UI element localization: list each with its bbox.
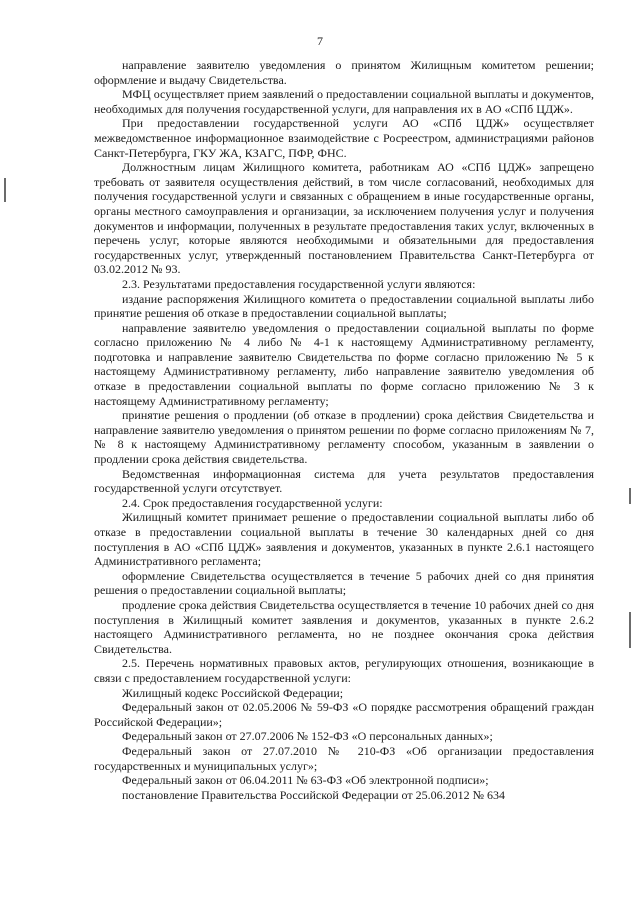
list-item: Федеральный закон от 27.07.2010 № 210-ФЗ «Об организации предоставления государственных и муниципальных услуг»; [94, 743, 594, 773]
section-heading: 2.5. Перечень нормативных правовых актов, регулирующих отношения, возникающие в связи с предоставлением государственной услуги: [94, 656, 594, 685]
margin-mark-left [4, 178, 6, 202]
list-item: постановление Правительства Российской Федерации от 25.06.2012 № 634 [122, 787, 506, 802]
section-heading: 2.3. Результатами предоставления государственной услуги являются: [122, 276, 476, 291]
list-item: Жилищный кодекс Российской Федерации; [122, 685, 344, 700]
paragraph: Жилищный комитет принимает решение о предоставлении социальной выплаты либо об отказе в предоставлении социальной выплаты в течение 30 календарных дней со дня поступления в АО «СПб ЦДЖ» заявления и документов, указанных в пункте 2.6.1 настоящего Административного регламента; [94, 510, 594, 569]
paragraph: Должностным лицам Жилищного комитета, работникам АО «СПб ЦДЖ» запрещено требовать от заявителя осуществления действий, в том числе согласований, необходимых для получения государственной услуги и связанных с обращением в иные государственные органы, органы местного самоуправления и организации, за исключением получения услуг и получения документов и информации, полученных в результате предоставления таких услуг, включенных в перечень услуг, которые являются необходимыми и обязательными для предоставления государственных услуг, утвержденный постановлением Правительства Санкт-Петербурга от 03.02.2012 № 93. [94, 160, 594, 277]
paragraph: продление срока действия Свидетельства осуществляется в течение 10 рабочих дней со дня поступления в Жилищный комитет заявления и документов, указанных в пункте 2.6.2 настоящего Административного регламента, но не позднее окончания срока действия Свидетельства. [94, 597, 594, 656]
section-heading: 2.4. Срок предоставления государственной услуги: [122, 495, 383, 510]
paragraph: При предоставлении государственной услуги АО «СПб ЦДЖ» осуществляет межведомственное информационное взаимодействие с Росреестром, администрациями районов Санкт-Петербурга, ГКУ ЖА, КЗАГС, ПФР, ФНС. [94, 116, 594, 160]
margin-mark-right [629, 488, 631, 504]
list-item: Федеральный закон от 06.04.2011 № 63-ФЗ «Об электронной подписи»; [122, 773, 489, 788]
paragraph: МФЦ осуществляет прием заявлений о предоставлении социальной выплаты и документов, необходимых для получения государственной услуги, для направления их в АО «СПб ЦДЖ». [94, 87, 594, 116]
paragraph: направление заявителю уведомления о принятом Жилищным комитетом решении; оформление и выдачу Свидетельства. [94, 58, 594, 87]
list-item: Федеральный закон от 02.05.2006 № 59-ФЗ «О порядке рассмотрения обращений граждан Российской Федерации»; [94, 700, 594, 729]
paragraph: Ведомственная информационная система для учета результатов предоставления государственной услуги отсутствует. [94, 466, 594, 496]
document-body [94, 58, 594, 802]
page-number: 7 [317, 34, 323, 48]
paragraph: оформление Свидетельства осуществляется в течение 5 рабочих дней со дня принятия решения о предоставлении социальной выплаты; [94, 568, 594, 598]
paragraph: направление заявителю уведомления о предоставлении социальной выплаты по форме согласно приложению № 4 либо № 4-1 к настоящему Административному регламенту, подготовка и направление заявителю Свидетельства по форме согласно приложению № 5 к настоящему Административному регламенту, либо направление заявителю уведомления об отказе в предоставлении социальной выплаты по форме согласно приложению № 3 к настоящему Административному регламенту; [94, 320, 594, 408]
list-item: Федеральный закон от 27.07.2006 № 152-ФЗ «О персональных данных»; [122, 729, 493, 744]
margin-mark-right-bottom [629, 612, 631, 648]
paragraph: принятие решения о продлении (об отказе в продлении) срока действия Свидетельства и направление заявителю уведомления о принятом решении по форме согласно приложениям № 7, № 8 к настоящему Административному регламенту способом, указанным в заявлении о продлении срока действия свидетельства. [94, 408, 594, 467]
paragraph: издание распоряжения Жилищного комитета о предоставлении социальной выплаты либо принятие решения об отказе в предоставлении социальной выплаты; [94, 291, 594, 321]
